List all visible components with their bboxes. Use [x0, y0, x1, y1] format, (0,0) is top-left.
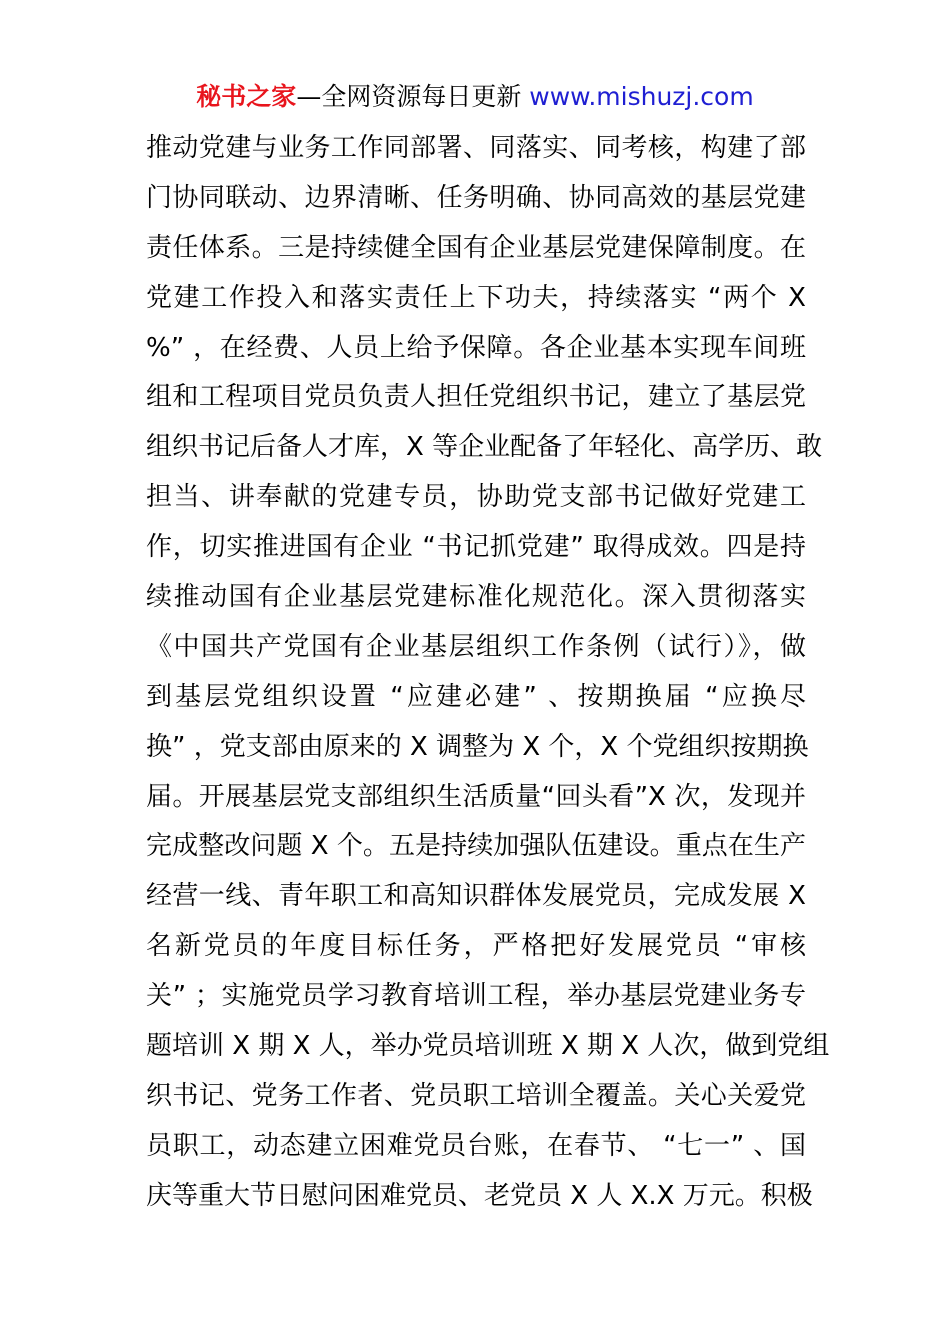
text-line: 关” ；实施党员学习教育培训工程，举办基层党建业务专	[146, 981, 806, 1012]
site-brand: 秘书之家	[196, 82, 297, 111]
text-line: %” ，在经费、人员上给予保障。各企业基本实现车间班	[146, 332, 806, 363]
site-url-link[interactable]: www.mishuzj.com	[529, 82, 754, 111]
text-line: 组织书记后备人才库，X 等企业配备了年轻化、高学历、敢	[146, 432, 823, 463]
text-line: 门协同联动、边界清晰、任务明确、协同高效的基层党建	[146, 182, 806, 213]
site-header	[0, 78, 950, 116]
text-line: 责任体系。三是持续健全国有企业基层党建保障制度。在	[146, 232, 806, 263]
text-line: 组和工程项目党员负责人担任党组织书记，建立了基层党	[146, 382, 806, 413]
text-line: 题培训 X 期 X 人，举办党员培训班 X 期 X 人次，做到党组	[146, 1031, 830, 1062]
text-line: 作，切实推进国有企业 “书记抓党建” 取得成效。四是持	[146, 532, 806, 563]
text-line: 经营一线、青年职工和高知识群体发展党员，完成发展 X	[146, 881, 806, 912]
text-line: 党建工作投入和落实责任上下功夫，持续落实 “两个 X	[146, 282, 806, 313]
text-line: 推动党建与业务工作同部署、同落实、同考核，构建了部	[146, 133, 806, 163]
text-line: 担当、讲奉献的党建专员，协助党支部书记做好党建工	[146, 482, 806, 513]
text-line: 届。开展基层党支部组织生活质量“回头看”X 次，发现并	[146, 781, 806, 812]
text-line: 《中国共产党国有企业基层组织工作条例（试行）》，做	[146, 631, 806, 662]
site-tagline: —全网资源每日更新	[296, 82, 522, 111]
text-line: 到基层党组织设置 “应建必建” 、按期换届 “应换尽	[146, 681, 806, 712]
text-line: 名新党员的年度目标任务，严格把好发展党员 “审核	[146, 931, 806, 962]
text-line: 续推动国有企业基层党建标准化规范化。深入贯彻落实	[146, 582, 806, 613]
text-line: 员职工，动态建立困难党员台账，在春节、 “七一” 、国	[146, 1130, 806, 1161]
document-body	[146, 124, 830, 1222]
text-line: 完成整改问题 X 个。五是持续加强队伍建设。重点在生产	[146, 831, 806, 862]
text-line: 庆等重大节日慰问困难党员、老党员 X 人 X.X 万元。积极	[146, 1180, 813, 1211]
text-line: 织书记、党务工作者、党员职工培训全覆盖。关心关爱党	[146, 1080, 806, 1111]
text-line: 换” ，党支部由原来的 X 调整为 X 个，X 个党组织按期换	[146, 731, 809, 762]
